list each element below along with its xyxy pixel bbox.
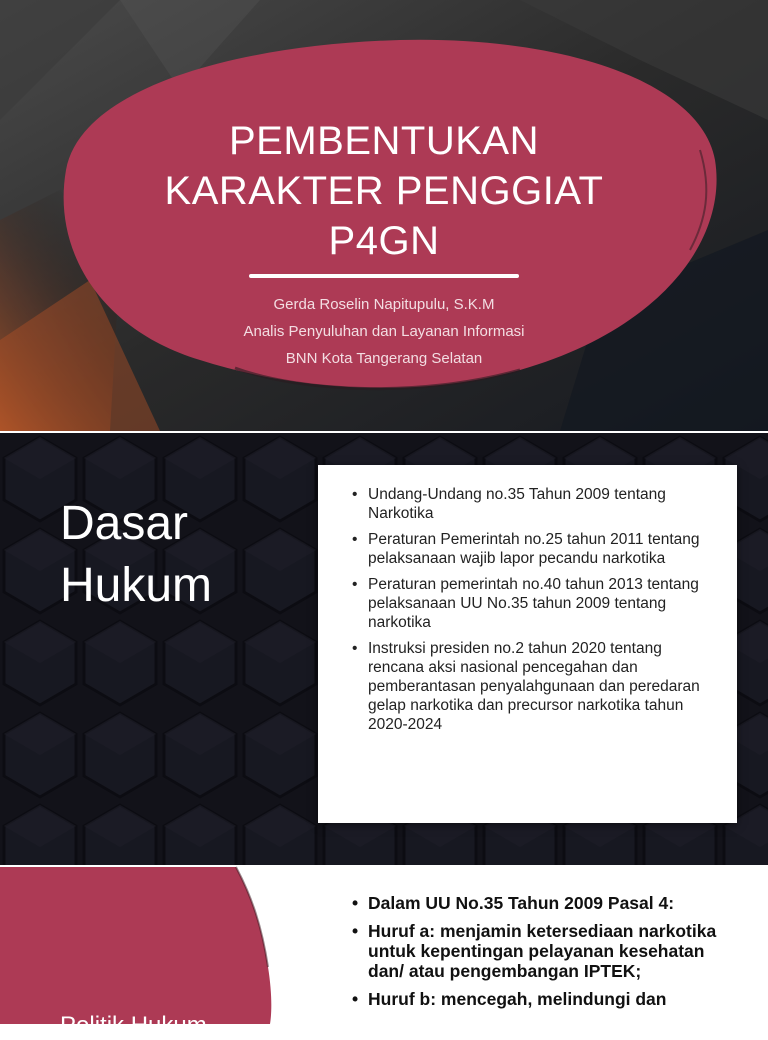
legal-politics-slide xyxy=(0,867,768,1039)
list-item-text: Peraturan pemerintah no.40 tahun 2013 tentang pelaksanaan UU No.35 tahun 2009 tentang narkotika xyxy=(368,576,699,631)
legal-basis-slide xyxy=(0,433,768,865)
bullet: • xyxy=(352,486,358,503)
bullet: • xyxy=(352,576,358,593)
bullet: • xyxy=(352,989,359,1009)
list-item xyxy=(352,921,728,981)
presenter-organization: BNN Kota Tangerang Selatan xyxy=(285,350,483,367)
list-item xyxy=(352,893,728,913)
title-slide xyxy=(0,0,768,431)
slide-heading: Dasar Hukum xyxy=(60,497,213,612)
list-item-text: Huruf a: menjamin ketersediaan narkotika untuk kepentingan pelayanan kesehatan dan/ atau pengembangan IPTEK; xyxy=(368,921,717,981)
list-item-text: Huruf b: mencegah, melindungi dan xyxy=(368,989,667,1009)
list-item-text: Dalam UU No.35 Tahun 2009 Pasal 4: xyxy=(368,893,675,913)
presenter-name: Gerda Roselin Napitupulu, S.K.M xyxy=(273,296,495,313)
bullet: • xyxy=(352,531,358,548)
list-item xyxy=(352,575,717,632)
bullet: • xyxy=(352,893,359,913)
list-item xyxy=(352,639,717,734)
legal-basis-list xyxy=(318,465,737,734)
list-item-text: Undang-Undang no.35 Tahun 2009 tentang Narkotika xyxy=(368,486,666,522)
bullet: • xyxy=(352,921,359,941)
list-item-text: Peraturan Pemerintah no.25 tahun 2011 tentang pelaksanaan wajib lapor pecandu narkotika xyxy=(368,531,700,567)
bullet: • xyxy=(352,640,358,657)
title-divider xyxy=(249,274,519,278)
legal-basis-card xyxy=(318,465,737,823)
list-item xyxy=(352,989,728,1009)
presenter-role: Analis Penyuluhan dan Layanan Informasi xyxy=(243,323,525,340)
legal-politics-list xyxy=(352,893,728,1017)
list-item xyxy=(352,530,717,568)
slide-title: PEMBENTUKAN KARAKTER PENGGIAT P4GN xyxy=(164,119,604,263)
list-item xyxy=(352,485,717,523)
side-title: Politik Hukum xyxy=(60,1012,207,1039)
list-item-text: Instruksi presiden no.2 tahun 2020 tentang rencana aksi nasional pencegahan dan pemberantasan penyalahgunaan dan peredaran gelap narkotika dan precursor narkotika tahun 2020-2024 xyxy=(368,640,700,733)
